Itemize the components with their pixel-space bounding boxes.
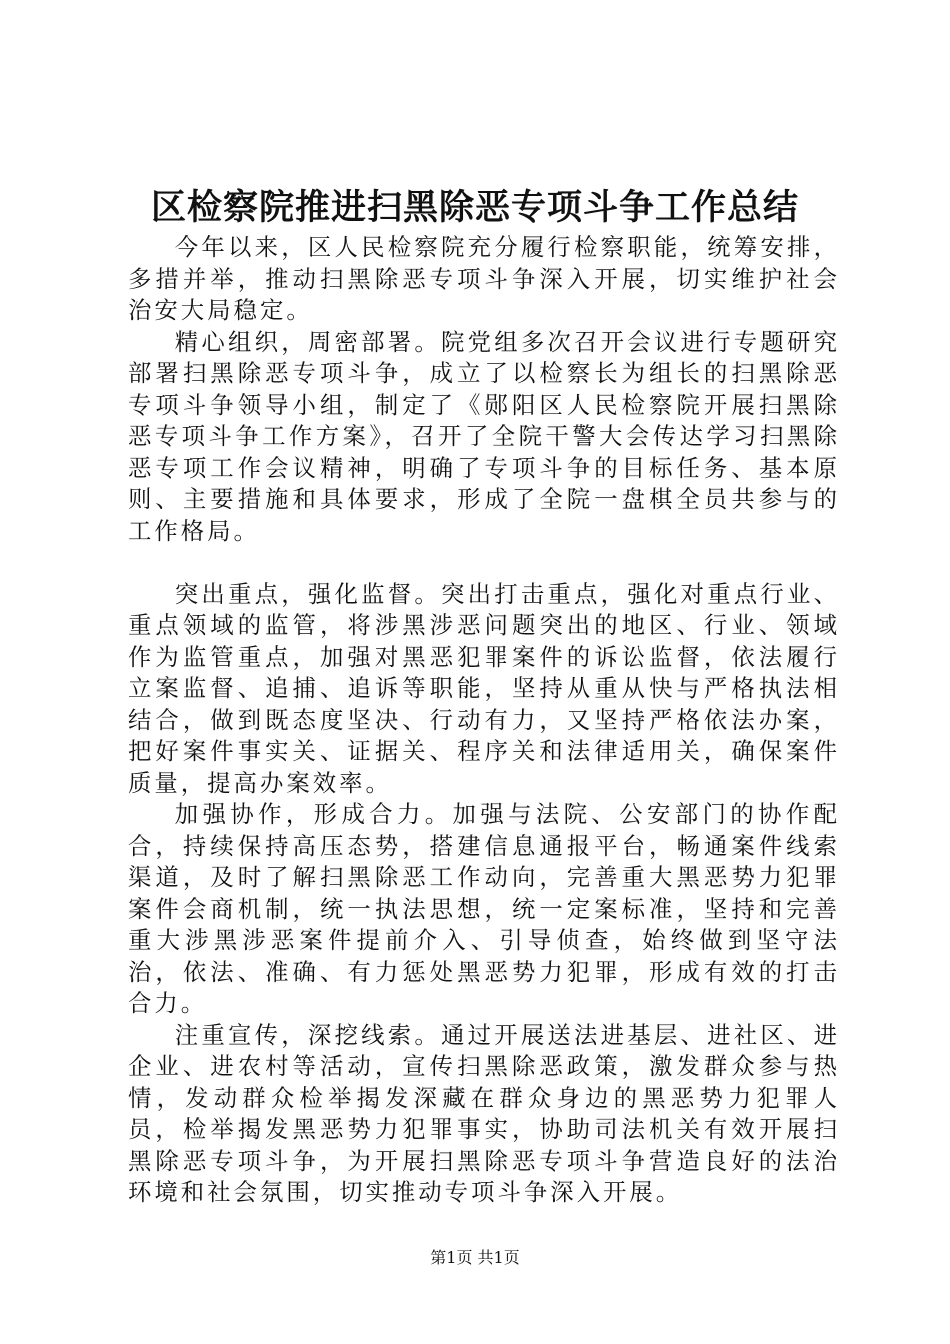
paragraph-organization: 精心组织，周密部署。院党组多次召开会议进行专题研究部署扫黑除恶专项斗争，成立了以检察长为组长的扫黑除恶专项斗争领导小组，制定了《郧阳区人民检察院开展扫黑除恶专项斗争工作方案》，召开了全院干警大会传达学习扫黑除恶专项工作会议精神，明确了专项斗争的目标任务、基本原则、主要措施和具体要求，形成了全院一盘棋全员共参与的工作格局。: [128, 327, 840, 545]
page-footer: 第1页 共1页: [430, 1248, 520, 1267]
paragraph-publicity: 注重宣传，深挖线索。通过开展送法进基层、进社区、进企业、进农村等活动，宣传扫黑除恶政策，激发群众参与热情，发动群众检举揭发深藏在群众身边的黑恶势力犯罪人员，检举揭发黑恶势力犯罪事实，协助司法机关有效开展扫黑除恶专项斗争，为开展扫黑除恶专项斗争营造良好的法治环境和社会氛围，切实推动专项斗争深入开展。: [128, 1020, 840, 1206]
paragraph-intro: 今年以来，区人民检察院充分履行检察职能，统筹安排，多措并举，推动扫黑除恶专项斗争深入开展，切实维护社会治安大局稳定。: [128, 233, 840, 324]
paragraph-supervision: 突出重点，强化监督。突出打击重点，强化对重点行业、重点领域的监管，将涉黑涉恶问题突出的地区、行业、领域作为监管重点，加强对黑恶犯罪案件的诉讼监督，依法履行立案监督、追捕、追诉等职能，坚持从重从快与严格执法相结合，做到既态度坚决、行动有力，又坚持严格依法办案，把好案件事实关、证据关、程序关和法律适用关，确保案件质量，提高办案效率。: [128, 579, 840, 797]
document-title: 区检察院推进扫黑除恶专项斗争工作总结: [150, 187, 799, 228]
document-body: [128, 232, 840, 1209]
paragraph-cooperation: 加强协作，形成合力。加强与法院、公安部门的协作配合，持续保持高压态势，搭建信息通报平台，畅通案件线索渠道，及时了解扫黑除恶工作动向，完善重大黑恶势力犯罪案件会商机制，统一执法思想，统一定案标准，坚持和完善重大涉黑涉恶案件提前介入、引导侦查，始终做到坚守法治，依法、准确、有力惩处黑恶势力犯罪，形成有效的打击合力。: [128, 800, 840, 1017]
